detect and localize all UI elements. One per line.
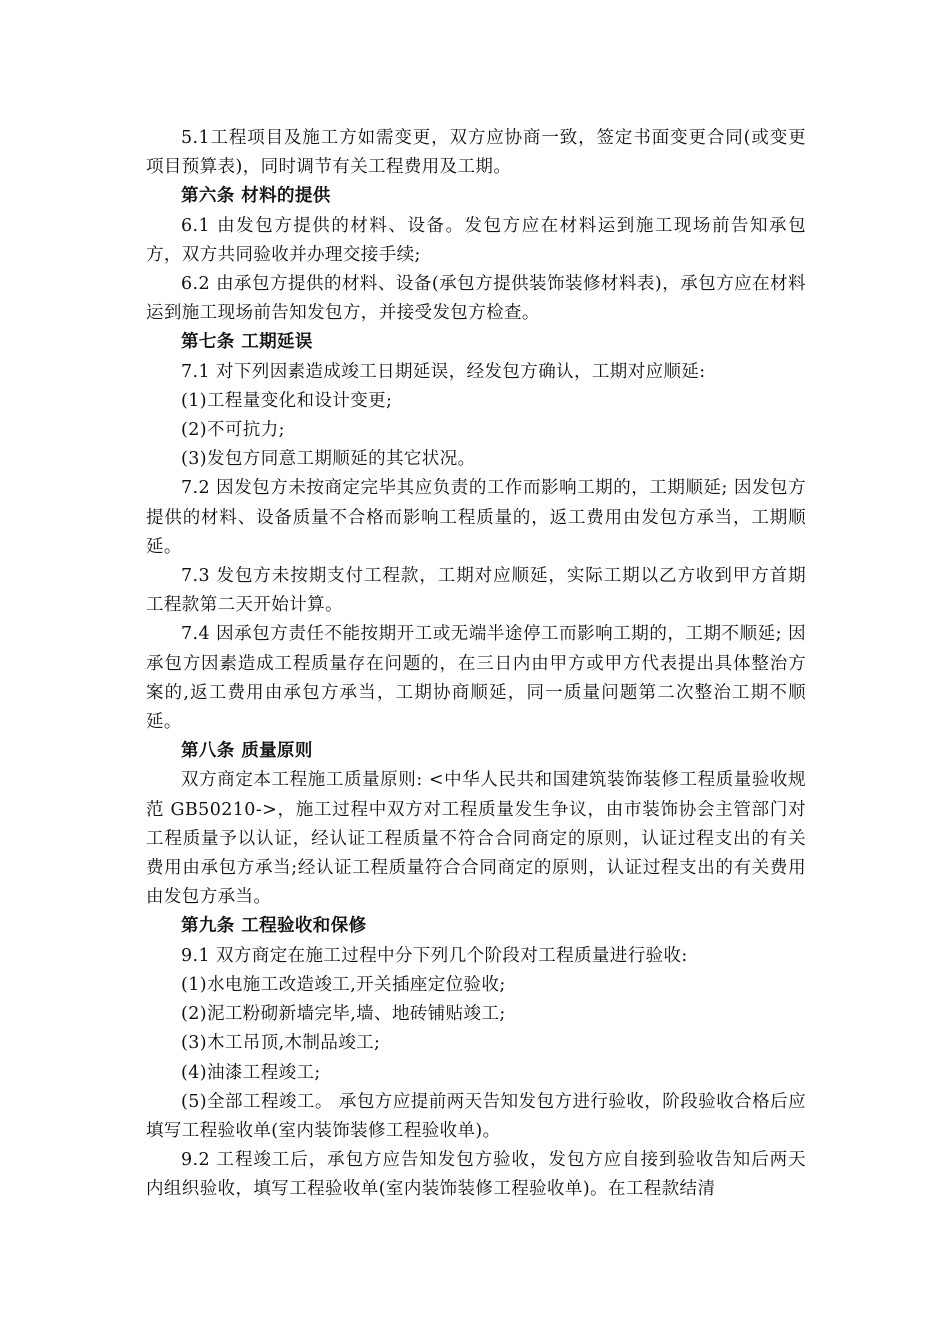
para-7-2: 7.2 因发包方未按商定完毕其应负责的工作而影响工期的，工期顺延; 因发包方提供的材料、设备质量不合格而影响工程质量的，返工费用由发包方承当，工期顺延。 [146, 478, 806, 557]
para-8: 双方商定本工程施工质量原则: <中华人民共和国建筑装饰装修工程质量验收规范 GB50210->，施工过程中双方对工程质量发生争议，由市装饰协会主管部门对工程质量予以认证，经认证工程质量不符合合同商定的原则，认证过程支出的有关费用由承包方承当;经认证工程质量符合合同商定的原则，认证过程支出的有关费用由发包方承当。 [146, 770, 806, 908]
heading-article-6: 第六条 材料的提供 [181, 186, 331, 207]
list-item-7-1-1: (1)工程量变化和设计变更; [181, 390, 393, 411]
para-7-1: 7.1 对下列因素造成竣工日期延误，经发包方确认，工期对应顺延: [181, 361, 706, 382]
para-5-1: 5.1工程项目及施工方如需变更，双方应协商一致，签定书面变更合同(或变更项目预算表)，同时调节有关工程费用及工期。 [146, 128, 806, 178]
para-9-1: 9.1 双方商定在施工过程中分下列几个阶段对工程质量进行验收: [181, 945, 688, 966]
para-6-1: 6.1 由发包方提供的材料、设备。发包方应在材料运到施工现场前告知承包方，双方共同验收并办理交接手续; [146, 215, 806, 265]
para-7-4: 7.4 因承包方责任不能按期开工或无端半途停工而影响工期的，工期不顺延; 因承包方因素造成工程质量存在问题的，在三日内由甲方或甲方代表提出具体整治方案的,返工费用由承包方承当，工期协商顺延，同一质量问题第二次整治工期不顺延。 [146, 624, 806, 733]
list-item-7-1-2: (2)不可抗力; [181, 420, 285, 441]
para-7-3: 7.3 发包方未按期支付工程款，工期对应顺延，实际工期以乙方收到甲方首期工程款第二天开始计算。 [146, 566, 806, 616]
para-9-2: 9.2 工程竣工后，承包方应告知发包方验收，发包方应自接到验收告知后两天内组织验收，填写工程验收单(室内装饰装修工程验收单)。在工程款结清 [146, 1150, 806, 1200]
list-item-7-1-3: (3)发包方同意工期顺延的其它状况。 [181, 449, 476, 470]
para-6-2: 6.2 由承包方提供的材料、设备(承包方提供装饰装修材料表)，承包方应在材料运到施工现场前告知发包方，并接受发包方检查。 [146, 274, 806, 324]
para-9-1-5: (5)全部工程竣工。 承包方应提前两天告知发包方进行验收，阶段验收合格后应填写工程验收单(室内装饰装修工程验收单)。 [146, 1091, 806, 1141]
heading-article-9: 第九条 工程验收和保修 [181, 916, 367, 937]
list-item-9-1-1: (1)水电施工改造竣工,开关插座定位验收; [181, 974, 506, 995]
heading-article-7: 第七条 工期延误 [181, 332, 313, 353]
list-item-9-1-4: (4)油漆工程竣工; [181, 1062, 321, 1083]
heading-article-8: 第八条 质量原则 [181, 741, 313, 762]
list-item-9-1-2: (2)泥工粉砌新墙完毕,墙、地砖铺贴竣工; [181, 1004, 506, 1025]
list-item-9-1-3: (3)木工吊顶,木制品竣工; [181, 1033, 381, 1054]
document-page [146, 124, 806, 1205]
